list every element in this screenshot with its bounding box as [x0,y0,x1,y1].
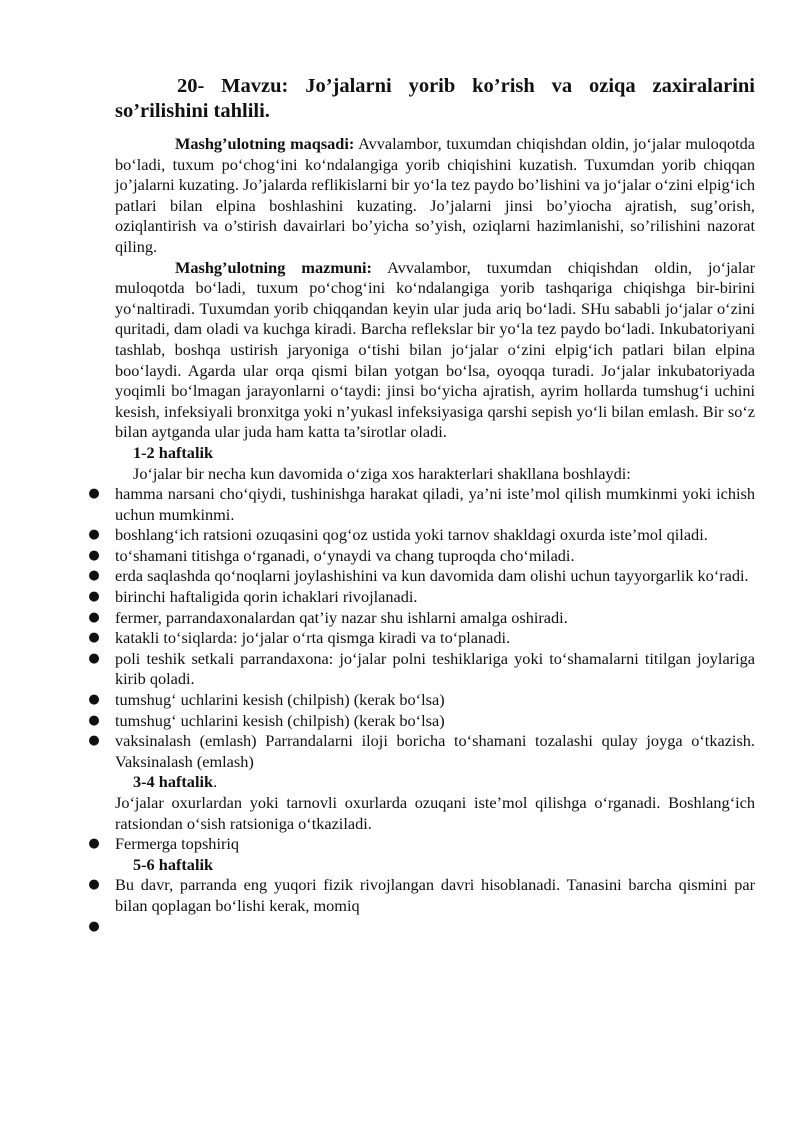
list-item-text: Fermerga topshiriq [115,834,240,854]
list-item [88,917,755,938]
aim-paragraph [115,134,755,258]
list-item-text: erda saqlashda qo‘noqlarni joylashishini va kun davomida dam olishi uchun tayyorgarlik ko‘radi. [115,566,749,586]
list-item-text: tumshug‘ uchlarini kesish (chilpish) (kerak bo‘lsa) [115,690,445,710]
bullet-icon: ● [88,527,100,543]
bullet-icon: ● [88,630,100,646]
list-item [88,628,755,649]
list-item [88,648,755,690]
week-3-4-text: Jo‘jalar oxurlardan yoki tarnovli oxurlarda ozuqani iste’mol qilishga o‘rganadi. Boshlang‘ich ratsiondan o‘sish ratsioniga o‘tkaziladi. [115,793,755,833]
bullet-icon: ● [88,589,100,605]
list-item [88,484,755,525]
list-item [88,607,755,629]
bullet-icon: ● [88,609,100,625]
list-item-text: Bu davr, parranda eng yuqori fizik rivojlangan davri hisoblanadi. Tanasini barcha qismini par bilan qoplagan bo‘lishi kerak, momiq [115,875,755,915]
document-body [88,74,755,937]
week-1-2-list [88,484,755,772]
content-text: Avvalambor, tuxumdan chiqishdan oldin, jo‘jalar muloqotda bo‘ladi, tuxum po‘chog‘ini ko‘ndalangiga yorib tashqariga chiqishga bir-birini yo‘naltiradi. Tuxumdan yorib chiqqandan keyin ular juda ariq bo‘ladi. SHu sababli jo‘jalar o‘zini quritadi, dam oladi va kuchga kiradi. Barcha reflekslar bir yo‘la tez paydo bo‘ladi. Inkubatoriyani tashlab, boshqa ustirish jaryoniga o‘tishi bilan jo‘jalar o‘zini elpig‘ich patlari bilan elpina boo‘laydi. Agarda ular orqa qismi bilan yotgan bo‘lsa, oyoqqa turadi. Jo‘jalar inkubatoriyada yoqimli bo‘lmagan jarayonlarni o‘taydi: jinsi bo‘yicha ajratish, ayrim hollarda tumshug‘i uchini kesish, infeksiyali bronxitga yoki n’yukasl infeksiyasiga qarshi sepish yo‘li bilan emlash. Bir so‘z bilan aytganda ular juda ham katta ta’sirotlar oladi. [115,257,755,442]
week-3-4-heading [115,772,755,793]
list-item-text: hamma narsani cho‘qiydi, tushinishga harakat qiladi, ya’ni iste’mol qilish mumkinmi yoki ichish uchun mumkinmi. [115,484,755,524]
bullet-icon: ● [88,547,100,563]
aim-label: Mashg’ulotning maqsadi: [175,134,355,153]
page-title: 20- Mavzu: Jo’jalarni yorib ko’rish va oziqa zaxiralarini so’rilishini tahlili. [115,75,755,122]
list-item [88,566,755,587]
list-item [88,690,755,711]
week-3-4-list [88,834,755,855]
week-1-2-heading: 1-2 haftalik [133,442,214,462]
bullet-icon: ● [88,486,100,502]
week-3-4-heading-text: 3-4 haftalik [133,772,214,792]
bullet-icon: ● [88,836,100,852]
content-label: Mashg’ulotning mazmuni: [175,257,372,277]
bullet-icon: ● [88,712,100,728]
list-item [88,875,755,916]
week-5-6-heading: 5-6 haftalik [133,854,214,874]
week-5-6-list [88,875,755,937]
list-item-text: poli teshik setkali parrandaxona: jo‘jalar polni teshiklariga yoki to‘shamalarni titilgan joylariga kirib qoladi. [115,648,755,689]
list-item [88,731,755,772]
list-item-text: boshlang‘ich ratsioni ozuqasini qog‘oz ustida yoki tarnov shakldagi oxurda iste’mol qiladi. [115,525,708,545]
bullet-icon: ● [88,877,100,893]
list-item-text: tumshug‘ uchlarini kesish (chilpish) (kerak bo‘lsa) [115,710,445,730]
week-3-4-heading-suffix: . [213,772,218,792]
content-paragraph [115,258,755,443]
list-item-text: birinchi haftaligida qorin ichaklari rivojlanadi. [115,587,418,607]
bullet-icon: ● [88,650,100,666]
list-item-text: fermer, parrandaxonalardan qat’iy nazar shu ishlarni amalga oshiradi. [115,607,568,627]
bullet-icon: ● [88,692,100,708]
bullet-icon: ● [88,568,100,584]
bullet-icon: ● [88,918,100,934]
list-item-text: vaksinalash (emlash) Parrandalarni iloji boricha to‘shamani tozalashi qulay joyga o‘tkazish. Vaksinalash (emlash) [115,731,755,771]
list-item-text: to‘shamani titishga o‘rganadi, o‘ynaydi va chang tuproqda cho‘miladi. [115,545,575,565]
list-item [88,525,755,546]
list-item [88,834,755,855]
week-1-2-intro: Jo‘jalar bir necha kun davomida o‘ziga xos harakterlari shakllana boshlaydi: [133,463,631,483]
list-item-text: katakli to‘siqlarda: jo‘jalar o‘rta qismga kiradi va to‘planadi. [115,628,511,648]
aim-text: Avvalambor, tuxumdan chiqishdan oldin, jo‘jalar muloqotda bo‘ladi, tuxum po‘chog‘ini ko‘ndalangiga yorib chiqishini kuzatish. Tuxumdan yorib chiqqan jo’jalarni kuzating. Jo’jalarda reflikislarni bir yo‘la tez paydo bo’lishini va jo‘jalar o‘zini elpig‘ich patlari bilan elpina boshlashini kuzating. Jo’jalarni jinsi bo’yiocha ajratish, sug’orish, oziqlantirish va o’stirish davairlari bo’yicha so’yish, oziqlarni hazimlanishi, so’rilishini nazorat qiling. [115,134,755,256]
bullet-icon: ● [88,733,100,749]
list-item [88,587,755,608]
list-item [88,710,755,732]
list-item [88,545,755,567]
